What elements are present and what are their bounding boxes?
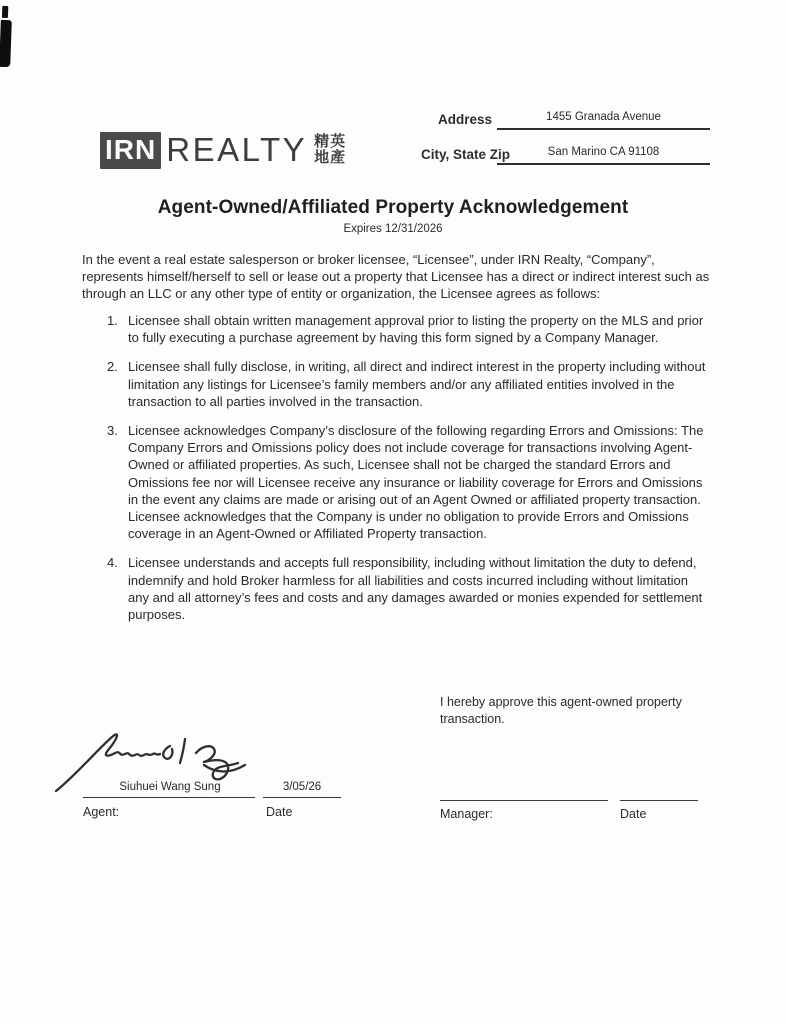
- list-item: [107, 554, 710, 623]
- agent-date-value: 3/05/26: [282, 781, 322, 793]
- agent-date-label: Date: [266, 805, 293, 819]
- list-item-text: Licensee shall obtain written management approval prior to listing the property on the MLS and prior to fully executing a purchase agreement by having this form signed by a Company Manager.: [128, 313, 704, 346]
- agent-label: Agent:: [83, 805, 120, 819]
- list-item-text: Licensee shall fully disclose, in writing, all direct and indirect interest in the property including without limitation any listings for Licensee’s family members and/or any affiliated entities involved in the transaction to all parties involved in the transaction.: [128, 359, 706, 409]
- address-label: Address: [438, 112, 493, 127]
- manager-date-line[interactable]: [620, 800, 698, 801]
- address-field[interactable]: [497, 106, 710, 130]
- page-title: Agent-Owned/Affiliated Property Acknowledgement: [157, 197, 629, 218]
- list-item-text: Licensee understands and accepts full responsibility, including without limitation the duty to defend, indemnify and hold Broker harmless for all liabilities and costs incurred including without limitation any and all attorney’s fees and costs and any damages awarded or monies expended for settlement purposes.: [128, 555, 703, 623]
- address-value: 1455 Granada Avenue: [546, 111, 661, 123]
- list-item-number: 1.: [107, 313, 118, 328]
- agent-printed-name: Siuhuei Wang Sung: [119, 781, 221, 793]
- logo-chinese-line1: 精英: [314, 133, 347, 150]
- list-item: [107, 358, 710, 410]
- manager-date-label: Date: [620, 807, 647, 821]
- terms-list: [107, 312, 710, 635]
- manager-approval-text: I hereby approve this agent-owned property transaction.: [440, 695, 682, 726]
- list-item-number: 3.: [107, 423, 118, 439]
- list-item: [107, 312, 710, 346]
- list-item-number: 4.: [107, 555, 118, 571]
- list-item: [107, 422, 710, 542]
- manager-signature-line[interactable]: [440, 800, 608, 801]
- agent-signature-line: [83, 797, 255, 798]
- intro-paragraph: In the event a real estate salesperson or broker licensee, “Licensee”, under IRN Realty, “Company”, represents himself/herself to sell or lease out a property that Licensee has a direct or indirect interest such as through an LLC or any other type of entity or organization, the Licensee agrees as follows:: [82, 252, 710, 302]
- logo-realty-text: REALTY: [166, 131, 308, 168]
- logo-chinese-text: [314, 134, 346, 166]
- list-item-text: Licensee acknowledges Company’s disclosure of the following regarding Errors and Omissions: The Company Errors and Omissions policy does not include coverage for transactions involving Agent-Owned or affiliated properties. As such, Licensee shall not be charged the standard Errors and Omissions fee nor will Licensee receive any insurance or liability coverage for Errors and Omissions in the event any claims are made or arising out of an Agent Owned or affiliated property transaction. Licensee acknowledges that the Company is under no obligation to provide Errors and Omissions coverage in an Agent-Owned or Affiliated Property transaction.: [128, 423, 704, 542]
- logo-irn-box: IRN: [100, 132, 161, 169]
- scan-artifact-mark: [0, 20, 12, 67]
- expires-note: Expires 12/31/2026: [343, 223, 443, 235]
- city-state-zip-label: City, State Zip: [421, 147, 511, 162]
- logo-chinese-line2: 地產: [314, 149, 347, 166]
- manager-label: Manager:: [440, 807, 493, 821]
- list-item-number: 2.: [107, 359, 118, 375]
- city-state-zip-field[interactable]: [497, 141, 710, 165]
- irn-realty-logo: [100, 130, 346, 170]
- agent-date-line: [263, 797, 341, 798]
- city-state-zip-value: San Marino CA 91108: [547, 146, 660, 158]
